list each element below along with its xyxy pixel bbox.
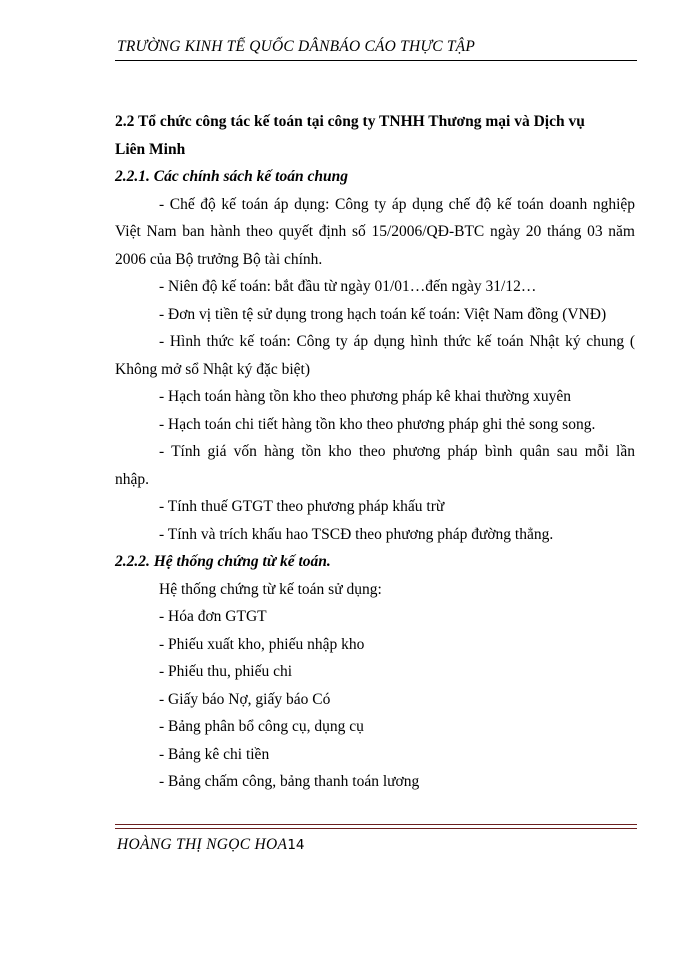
- policy-inventory-method: - Hạch toán hàng tồn kho theo phương pháp kê khai thường xuyên: [159, 388, 571, 405]
- subsection-title-2-2-2: 2.2.2. Hệ thống chứng từ kế toán.: [115, 553, 331, 570]
- header-divider: [115, 60, 637, 61]
- author-name: HOÀNG THỊ NGỌC HOA: [117, 836, 288, 853]
- documents-intro: Hệ thống chứng từ kế toán sử dụng:: [159, 580, 382, 598]
- section-title-line-2: Liên Minh: [115, 140, 186, 158]
- subsection-title-2-2-1: 2.2.1. Các chính sách kế toán chung: [115, 168, 348, 185]
- page-body: [115, 108, 635, 796]
- document-item: - Bảng chấm công, bảng thanh toán lương: [159, 773, 420, 790]
- policy-regime-line-2: Việt Nam ban hành theo quyết định số 15/2006/QĐ-BTC ngày 20 tháng 03 năm: [115, 223, 635, 240]
- document-item: - Bảng phân bổ công cụ, dụng cụ: [159, 718, 364, 735]
- policy-fiscal-year: - Niên độ kế toán: bắt đầu từ ngày 01/01…đến ngày 31/12…: [159, 278, 537, 295]
- policy-cost-line-2: nhập.: [115, 470, 150, 488]
- policy-depreciation: - Tính và trích khấu hao TSCĐ theo phương pháp đường thẳng.: [159, 525, 554, 543]
- page-header: TRƯỜNG KINH TẾ QUỐC DÂNBÁO CÁO THỰC TẬP: [117, 38, 475, 55]
- page-footer: [117, 836, 305, 854]
- page-number: 14: [287, 837, 305, 853]
- section-title-line-1: 2.2 Tổ chức công tác kế toán tại công ty TNHH Thương mại và Dịch vụ: [115, 113, 585, 130]
- footer-divider-top: [115, 824, 637, 825]
- policy-form-line-2: Không mở sổ Nhật ký đặc biệt): [115, 360, 311, 378]
- footer-divider-bottom: [115, 828, 637, 829]
- document-item: - Hóa đơn GTGT: [159, 608, 267, 625]
- document-item: - Phiếu thu, phiếu chi: [159, 663, 293, 680]
- policy-inventory-detail: - Hạch toán chi tiết hàng tồn kho theo phương pháp ghi thẻ song song.: [159, 415, 596, 433]
- document-item: - Phiếu xuất kho, phiếu nhập kho: [159, 635, 365, 653]
- document-item: - Bảng kê chi tiền: [159, 745, 270, 763]
- policy-regime-line-3: 2006 của Bộ trưởng Bộ tài chính.: [115, 250, 323, 268]
- policy-cost-line-1: - Tính giá vốn hàng tồn kho theo phương pháp bình quân sau mỗi lần: [159, 443, 635, 460]
- policy-regime-line-1: - Chế độ kế toán áp dụng: Công ty áp dụng chế độ kế toán doanh nghiệp: [159, 195, 635, 213]
- policy-form-line-1: - Hình thức kế toán: Công ty áp dụng hình thức kế toán Nhật ký chung (: [159, 333, 635, 350]
- policy-vat: - Tính thuế GTGT theo phương pháp khấu trừ: [159, 498, 445, 515]
- policy-currency: - Đơn vị tiền tệ sử dụng trong hạch toán kế toán: Việt Nam đồng (VNĐ): [159, 305, 607, 323]
- document-item: - Giấy báo Nợ, giấy báo Có: [159, 690, 331, 708]
